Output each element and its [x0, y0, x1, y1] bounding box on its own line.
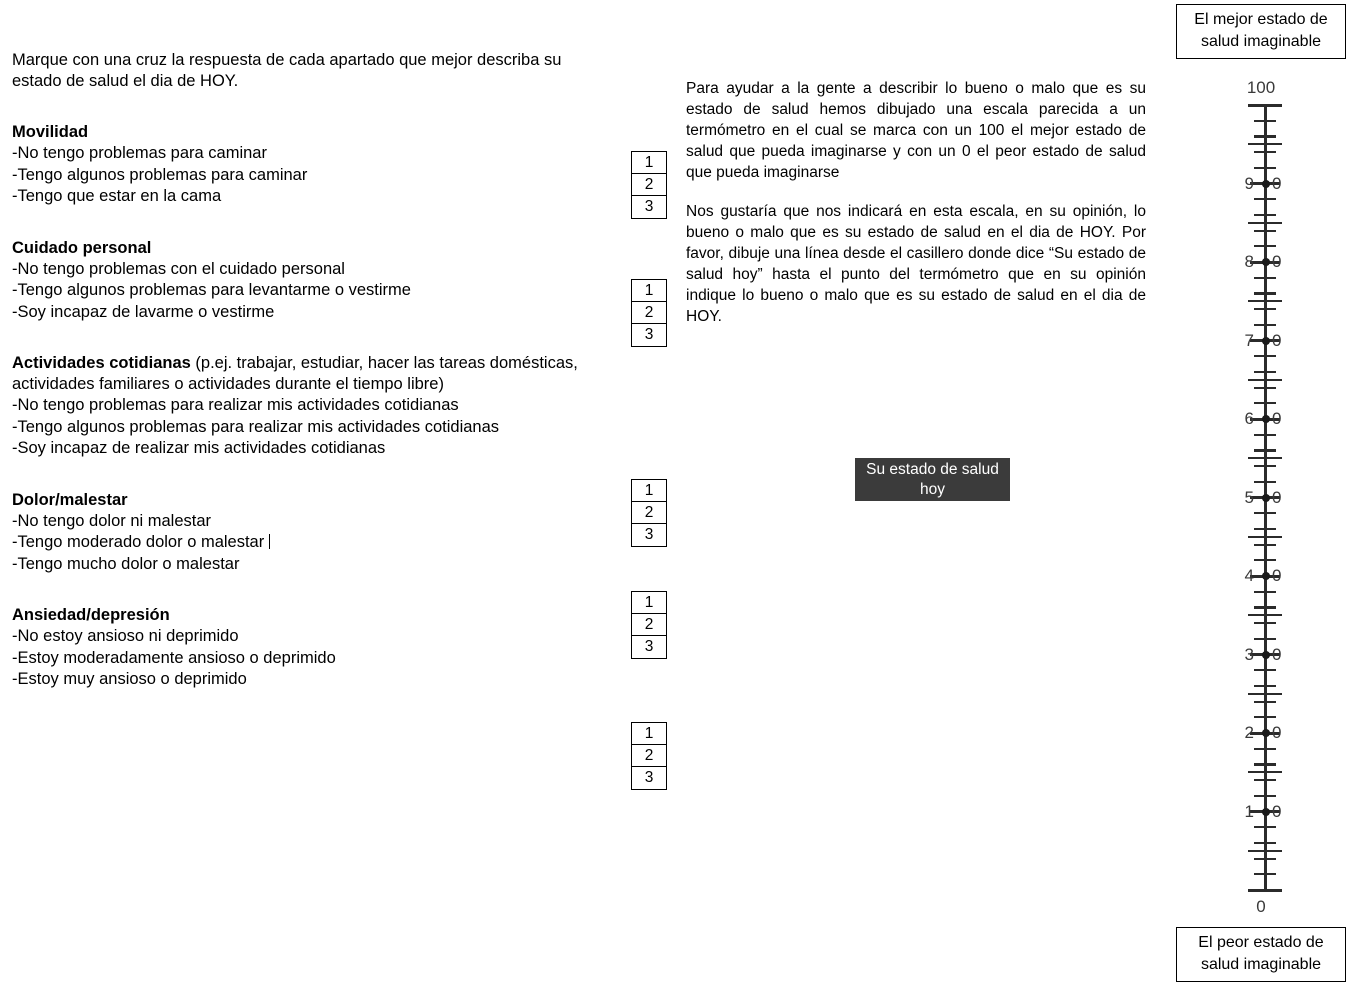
dimension-dolor-malestar: [12, 490, 612, 576]
option-3: -Tengo mucho dolor o malestar: [12, 554, 240, 573]
dimension-title-text: Ansiedad/depresión: [12, 606, 170, 624]
option-2: -Tengo algunos problemas para levantarme o vestirme: [12, 281, 411, 299]
vas-minor-tick: [1254, 402, 1276, 404]
dimension-actividades-cotidianas: [12, 353, 612, 460]
vas-tick-label-70-right: 0: [1272, 330, 1282, 350]
vas-minor-tick: [1254, 387, 1276, 389]
vas-minor-tick: [1254, 748, 1276, 750]
dimension-title: [12, 605, 612, 626]
vas-tick-label-20-right: 0: [1272, 723, 1282, 742]
vas-minor-tick: [1254, 795, 1276, 797]
vas-major-tick-dot: [1262, 572, 1270, 580]
dimension-title: [12, 122, 612, 143]
vas-minor-tick: [1254, 842, 1276, 844]
vas-major-tick-dot: [1262, 808, 1270, 816]
vas-minor-tick: [1254, 763, 1276, 765]
vas-major-tick-dot: [1262, 258, 1270, 266]
answer-box-1[interactable]: 1: [632, 592, 666, 614]
option-3: -Estoy muy ansioso o deprimido: [12, 670, 247, 688]
option-1: -No tengo problemas con el cuidado personal: [12, 259, 345, 278]
option-1: -No tengo problemas para realizar mis actividades cotidianas: [12, 396, 459, 414]
dimension-title: [12, 238, 612, 259]
vas-top-endcap: [1248, 104, 1282, 107]
vas-minor-tick: [1254, 622, 1276, 624]
option-3: -Tengo que estar en la cama: [12, 187, 222, 205]
vas-minor-tick: [1254, 638, 1276, 640]
vas-minor-tick: [1254, 434, 1276, 436]
option-2: -Estoy moderadamente ansioso o deprimido: [12, 648, 336, 667]
answer-box-3[interactable]: 3: [644, 326, 654, 343]
answer-box-3[interactable]: 3: [644, 769, 654, 786]
vas-major-tick-dot: [1262, 729, 1270, 737]
your-health-today-box[interactable]: Su estado de salud hoy: [855, 458, 1010, 501]
answer-boxes-movilidad[interactable]: [631, 151, 667, 219]
vas-tick-label-60-right: 0: [1272, 409, 1282, 428]
answer-boxes-cuidado-personal[interactable]: [631, 279, 667, 347]
vas-tick-label-60: 6: [1244, 409, 1254, 428]
answer-boxes-actividades-cotidianas[interactable]: [631, 479, 667, 547]
vas-minor-tick: [1254, 465, 1276, 467]
vas-minor-tick: [1254, 324, 1276, 326]
vas-minor-tick: [1254, 559, 1276, 561]
answer-boxes-dolor-malestar[interactable]: [631, 591, 667, 659]
dimension-cuidado-personal: [12, 238, 612, 324]
option-2: [12, 532, 612, 554]
vas-minor-tick: [1254, 151, 1276, 153]
vas-mid-tick: [1248, 771, 1282, 773]
dimension-title-note: (p.ej. trabajar, estudiar, hacer las tareas domésticas, actividades familiares o actividades durante el tiempo libre): [12, 354, 578, 393]
vas-minor-tick: [1254, 606, 1276, 608]
vas-minor-tick: [1254, 371, 1276, 373]
vas-paragraph-1: Para ayudar a la gente a describir lo bueno o malo que es su estado de salud hemos dibujado una escala parecida a un termómetro en el cual se marca con un 100 el mejor estado de salud que pueda imaginarse y con un 0 el peor estado de salud que pueda imaginarse: [686, 80, 1146, 181]
questionnaire-left-column: [12, 50, 612, 721]
vas-minor-tick: [1254, 685, 1276, 687]
vas-mid-tick: [1248, 222, 1282, 224]
vas-tick-label-30-right: 0: [1272, 644, 1282, 664]
vas-instructions-column: [686, 78, 1146, 327]
vas-major-tick-dot: [1262, 180, 1270, 188]
answer-box-2[interactable]: 2: [632, 502, 666, 524]
vas-minor-tick: [1254, 512, 1276, 514]
instruction-text: Marque con una cruz la respuesta de cada apartado que mejor describa su estado de salud el dia de HOY.: [12, 51, 562, 90]
vas-label-100: 100: [1246, 78, 1276, 97]
answer-box-1[interactable]: 1: [632, 152, 666, 174]
vas-minor-tick: [1254, 826, 1276, 828]
dimension-movilidad: [12, 122, 612, 208]
vas-tick-label-30: 3: [1244, 644, 1254, 664]
vas-minor-tick: [1254, 355, 1276, 357]
option-1: -No tengo dolor ni malestar: [12, 511, 212, 530]
vas-minor-tick: [1254, 449, 1276, 451]
vas-minor-tick: [1254, 873, 1276, 875]
answer-box-1[interactable]: 1: [632, 280, 666, 302]
answer-box-3[interactable]: 3: [644, 198, 654, 215]
vas-worst-health-label: El peor estado de salud imaginable: [1176, 927, 1346, 982]
vas-tick-label-50-right: 0: [1272, 487, 1282, 507]
vas-tick-label-40: 4: [1244, 566, 1254, 585]
vas-minor-tick: [1254, 544, 1276, 546]
vas-minor-tick: [1254, 858, 1276, 860]
vas-scale[interactable]: [1176, 78, 1346, 916]
answer-box-2[interactable]: 2: [632, 302, 666, 324]
option-1: -No tengo problemas para caminar: [12, 144, 267, 162]
vas-minor-tick: [1254, 135, 1276, 137]
answer-box-1[interactable]: 1: [632, 723, 666, 745]
vas-minor-tick: [1254, 245, 1276, 247]
option-3: -Soy incapaz de lavarme o vestirme: [12, 302, 275, 321]
vas-tick-label-80-right: 0: [1272, 252, 1282, 271]
option-2-text: -Tengo moderado dolor o malestar: [12, 533, 265, 551]
vas-minor-tick: [1254, 277, 1276, 279]
vas-best-health-label: El mejor estado de salud imaginable: [1176, 4, 1346, 59]
vas-paragraph-2: Nos gustaría que nos indicará en esta escala, en su opinión, lo bueno o malo que es su estado de salud en el dia de HOY. Por favor, dibuje una línea desde el casillero donde dice “Su estado de salud hoy” hasta el punto del termómetro que en su opinión indique lo bueno o malo que es su estado de salud en el dia de HOY.: [686, 203, 1146, 325]
vas-minor-tick: [1254, 528, 1276, 530]
answer-boxes-ansiedad-depresion[interactable]: [631, 722, 667, 790]
vas-thermometer: [1176, 0, 1346, 986]
answer-box-1[interactable]: 1: [632, 480, 666, 502]
dimension-title-text: Cuidado personal: [12, 238, 152, 257]
vas-mid-tick: [1248, 300, 1282, 302]
vas-tick-label-40-right: 0: [1272, 566, 1282, 585]
vas-tick-label-90-right: 0: [1272, 173, 1282, 193]
vas-minor-tick: [1254, 779, 1276, 781]
vas-tick-label-70: 7: [1244, 330, 1254, 350]
vas-mid-tick: [1248, 457, 1282, 459]
vas-mid-tick: [1248, 536, 1282, 538]
vas-minor-tick: [1254, 230, 1276, 232]
vas-major-tick-dot: [1262, 651, 1270, 659]
vas-mid-tick: [1248, 379, 1282, 381]
vas-minor-tick: [1254, 701, 1276, 703]
vas-minor-tick: [1254, 716, 1276, 718]
answer-box-3[interactable]: 3: [644, 638, 654, 655]
vas-minor-tick: [1254, 214, 1276, 216]
vas-minor-tick: [1254, 481, 1276, 483]
answer-box-2[interactable]: 2: [632, 745, 666, 767]
vas-major-tick-dot: [1262, 415, 1270, 423]
option-2: -Tengo algunos problemas para caminar: [12, 165, 308, 184]
vas-mid-tick: [1248, 614, 1282, 616]
vas-minor-tick: [1254, 292, 1276, 294]
vas-mid-tick: [1248, 850, 1282, 852]
dimension-title: [12, 353, 612, 395]
vas-minor-tick: [1254, 198, 1276, 200]
vas-major-tick-dot: [1262, 337, 1270, 345]
answer-box-2[interactable]: 2: [632, 614, 666, 636]
vas-bottom-endcap: [1248, 889, 1282, 892]
vas-minor-tick: [1254, 591, 1276, 593]
vas-minor-tick: [1254, 120, 1276, 122]
dimension-title-text: Movilidad: [12, 123, 89, 141]
dimension-title-text: Dolor/malestar: [12, 490, 128, 509]
vas-label-0: 0: [1256, 897, 1266, 916]
vas-minor-tick: [1254, 669, 1276, 671]
option-1: -No estoy ansioso ni deprimido: [12, 627, 239, 645]
vas-mid-tick: [1248, 693, 1282, 695]
vas-tick-label-50: 5: [1244, 487, 1254, 507]
dimension-ansiedad-depresion: [12, 605, 612, 691]
dimension-title-text: Actividades cotidianas: [12, 354, 191, 372]
vas-tick-label-80: 8: [1244, 252, 1254, 271]
vas-minor-tick: [1254, 308, 1276, 310]
text-cursor: [269, 534, 270, 549]
dimension-title: [12, 490, 612, 511]
vas-tick-label-10-right: 0: [1272, 801, 1282, 821]
vas-minor-tick: [1254, 167, 1276, 169]
vas-tick-label-90: 9: [1244, 173, 1254, 193]
vas-tick-label-10: 1: [1244, 801, 1254, 821]
vas-major-tick-dot: [1262, 494, 1270, 502]
answer-box-3[interactable]: 3: [644, 526, 654, 543]
answer-box-2[interactable]: 2: [632, 174, 666, 196]
option-3: -Soy incapaz de realizar mis actividades cotidianas: [12, 439, 386, 457]
option-2: -Tengo algunos problemas para realizar mis actividades cotidianas: [12, 417, 500, 436]
vas-mid-tick: [1248, 143, 1282, 145]
vas-tick-label-20: 2: [1244, 723, 1254, 742]
